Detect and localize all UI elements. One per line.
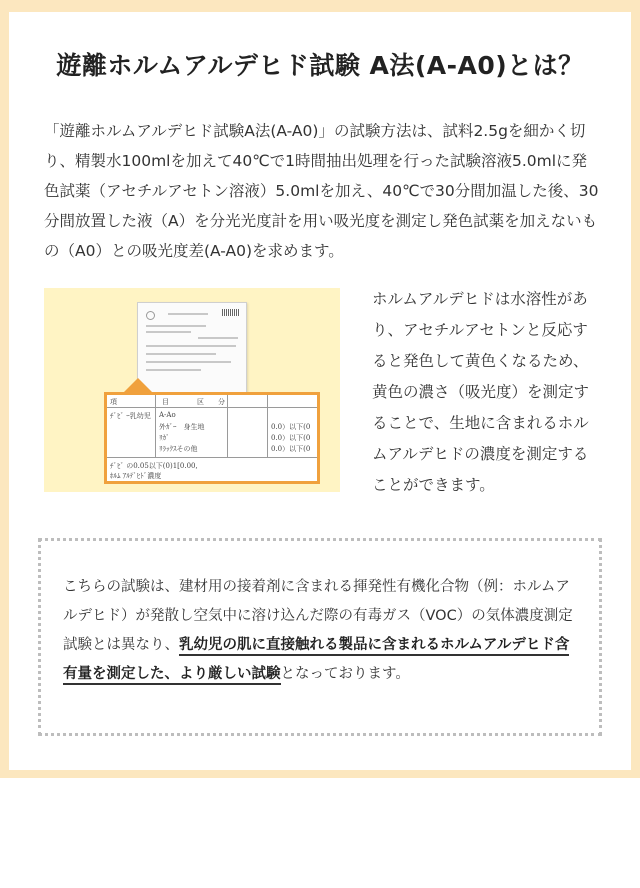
zoom-footnote: ﾁﾞﾋﾞ の0.05以下(0)1[0.00, — [110, 462, 198, 470]
zoom-cell: ﾘﾗｯｸｽその他 — [159, 445, 198, 453]
zoom-cell: 0.0）以下(0 — [271, 423, 311, 431]
zoom-cell: A-Ao — [159, 411, 176, 419]
note-text-part2: となっております。 — [280, 666, 410, 682]
zoom-footnote: ﾎﾙﾑ ｱﾙﾃﾞﾋﾄﾞ濃度 — [110, 472, 162, 480]
zoom-cell: 0.0）以下(0 — [271, 445, 311, 453]
note-emphasis: 乳幼児の肌に直接触れる製品に含まれるホルムアルデヒド含有量を測定した、より厳しい試験 — [63, 637, 569, 685]
test-report-document-image — [137, 302, 247, 400]
intro-paragraph: 「遊離ホルムアルデヒド試験A法(A-A0)」の試験方法は、試料2.5gを細かく切り、精製水100mlを加えて40℃で1時間抽出処理を行った試験溶液5.0mlに発色試薬（アセチルアセトン溶液）5.0mlを加え、40℃で30分間加温した後、30分間放置した液（A）を分光光度計を用い吸光度を測定し発色試薬を加えないもの（A0）との吸光度差(A-A0)を求めます。 — [44, 122, 599, 260]
callout-pointer — [124, 378, 152, 392]
note-box — [38, 538, 602, 736]
zoom-cell: ﾘｶﾞ — [159, 434, 170, 442]
note-paragraph — [63, 573, 583, 689]
zoom-cell: ﾁﾞﾋﾞ ｰ乳幼児 — [110, 412, 151, 420]
test-report-figure — [44, 288, 340, 492]
zoom-header-item: 項 — [110, 398, 117, 406]
zoom-cell: 外ｶﾞｰ 身生地 — [159, 423, 205, 431]
stamp-icon — [146, 311, 155, 320]
barcode-icon — [222, 309, 240, 316]
zoomed-report-table — [104, 392, 320, 484]
zoom-header-category: 目 区 分 — [162, 398, 225, 406]
page-title: 遊離ホルムアルデヒド試験 A法(A-A0)とは？ — [56, 51, 584, 80]
side-paragraph: ホルムアルデヒドは水溶性があり、アセチルアセトンと反応すると発色して黄色くなるため、黄色の濃さ（吸光度）を測定することで、生地に含まれるホルムアルデヒドの濃度を測定することができます。 — [372, 290, 590, 494]
note-text-part1: こちらの試験は、建材用の接着剤に含まれる揮発性有機化合物（例：ホルムアルデヒド）が発散し空気中に溶け込んだ際の有毒ガス（VOC）の気体濃度測定試験とは異なり、 — [63, 579, 573, 653]
zoom-cell: 0.0）以下(0 — [271, 434, 311, 442]
